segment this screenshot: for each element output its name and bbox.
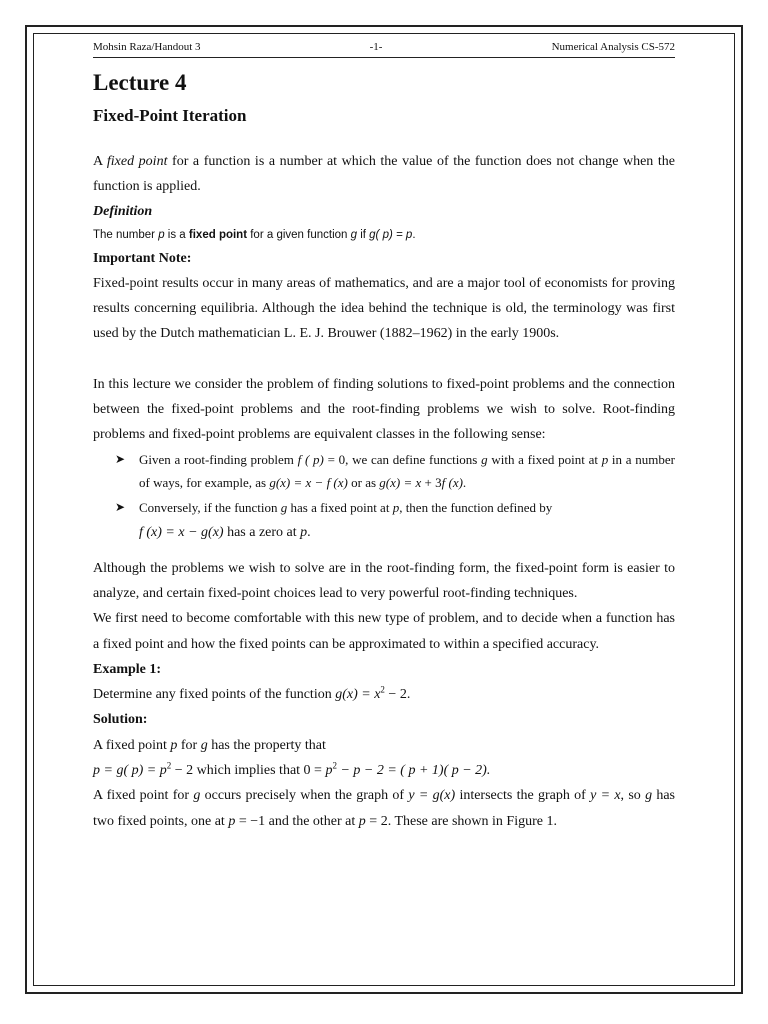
solution-line-2: p = g( $p) = p^2 - 2$ which implies that $0 = p^2 - p - 2$ = ( p + 1)( p − 2). — [93, 760, 491, 779]
list-item: ➤ Given a root-finding problem f ( p) = 0, we can define functions g with a fixed point at p in a number of ways, for example, as g(x) = x − f (x) or as g(x) = x + 3f (x). — [115, 448, 675, 494]
fixed-point-form-paragraph: Although the problems we wish to solve are in the root-finding form, the fixed-point form is easier to analyze, and certain fixed-point choices lead to very powerful root-finding techniques. — [93, 560, 675, 601]
root-finding-paragraph: In this lecture we consider the problem of finding solutions to fixed-point problems and the connection between the fixed-point problems and the root-finding problems we wish to solve. Root-finding problems and fixed-point problems are equivalent classes in the following sense: — [93, 376, 675, 443]
header-course: Numerical Analysis CS-572 — [551, 41, 675, 53]
page-content — [93, 38, 675, 834]
solution-line-3: A fixed point for g occurs precisely when the graph of y = g(x) intersects the graph of y = x, so g has two fixed points, one at p = −1 and the other at p = 2. These are shown in Figure 1. — [93, 788, 676, 829]
lecture-subtitle: Fixed-Point Iteration — [93, 106, 247, 125]
arrow-bullet-icon: ➤ — [115, 499, 126, 514]
important-note-text: Fixed-point results occur in many areas of mathematics, and are a major tool of economists for proving results concerning equilibria. Although the idea behind the technique is old, the terminology was first used by the Dutch mathematician L. E. J. Brouwer (1882–1962) in the early 1900s. — [93, 275, 675, 342]
solution-line-1: A fixed point p for g has the property that — [93, 737, 326, 753]
list-item: ➤ Conversely, if the function g has a fixed point at p, then the function defined by — [115, 496, 675, 519]
definition-text: The number p is a fixed point for a given function g if g( p) = p. — [93, 228, 416, 241]
intro-paragraph: A fixed point for a function is a number at which the value of the function does not change when the function is applied. — [93, 154, 675, 195]
page-header — [93, 38, 675, 58]
header-page-number: -1- — [369, 41, 383, 53]
comfort-paragraph: We first need to become comfortable with this new type of problem, and to decide when a function has a fixed point and how the fixed points can be approximated to within a specified accuracy. — [93, 611, 675, 652]
important-note-heading: Important Note: — [93, 250, 192, 266]
definition-heading: Definition — [93, 203, 153, 219]
example-heading: Example 1: — [93, 661, 162, 677]
equivalence-list — [93, 448, 675, 546]
header-author: Mohsin Raza/Handout 3 — [93, 41, 201, 53]
arrow-bullet-icon: ➤ — [115, 451, 126, 466]
lecture-title: Lecture 4 — [93, 70, 187, 95]
example-text: Determine any fixed points of the function $g(x) = x^2 - 2$. — [93, 684, 411, 703]
solution-heading: Solution: — [93, 712, 148, 728]
list-item-continuation: f (x) = x − g(x) has a zero at p. — [139, 524, 311, 540]
